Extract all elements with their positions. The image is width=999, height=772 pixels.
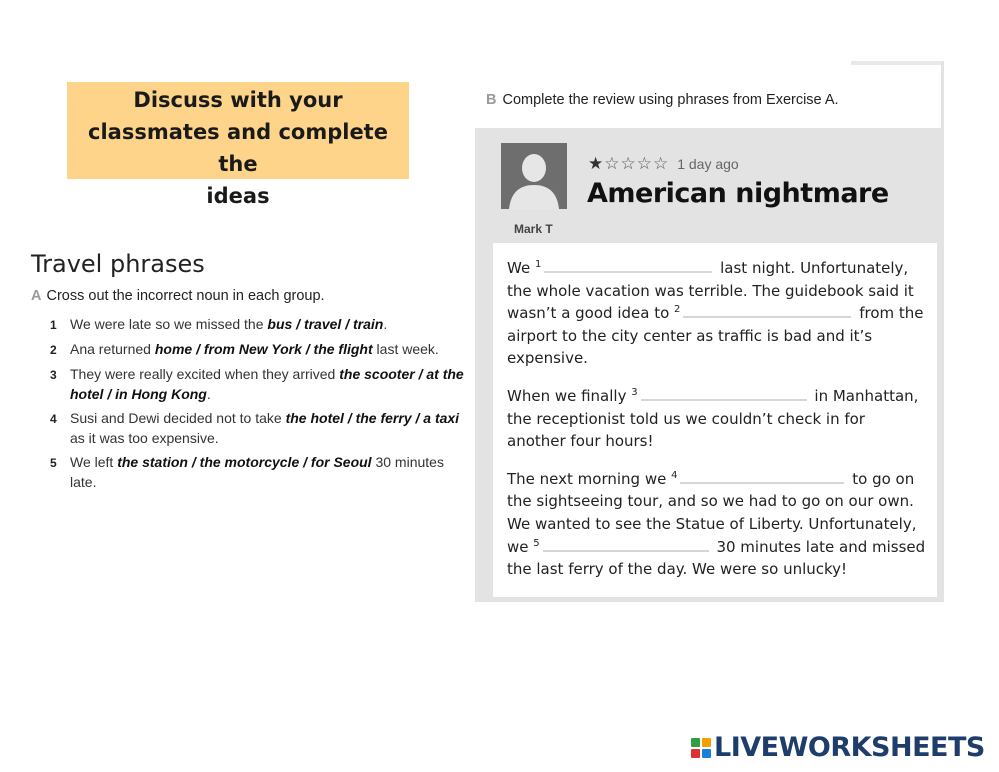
item-options[interactable]: the hotel / the ferry / a taxi <box>285 410 460 426</box>
answer-blank-3[interactable] <box>641 389 807 401</box>
item-options[interactable]: the scooter / at the hotel / in Hong Kong <box>70 366 464 402</box>
banner-line-2: classmates and complete the <box>88 120 388 176</box>
travel-phrases-heading: Travel phrases <box>31 250 205 278</box>
item-number: 4 <box>50 412 57 426</box>
review-author: Mark T <box>514 222 553 236</box>
item-number: 2 <box>50 343 57 357</box>
user-silhouette-icon <box>501 143 567 209</box>
item-options[interactable]: home / from New York / the flight <box>154 341 373 357</box>
list-item: 3 They were really excited when they arrived the scooter / at the hotel / in Hong Kong. <box>50 366 464 402</box>
exercise-b-instruction-text: Complete the review using phrases from Exercise A. <box>502 92 839 108</box>
exercise-a-instruction <box>31 288 325 304</box>
exercise-a-list <box>50 314 470 496</box>
review-title: American nightmare <box>587 178 889 209</box>
review-rating <box>588 154 739 174</box>
item-options[interactable]: the station / the motorcycle / for Seoul <box>117 454 372 470</box>
avatar <box>501 143 567 209</box>
decorative-line <box>941 61 944 131</box>
exercise-a-instruction-text: Cross out the incorrect noun in each group. <box>46 288 325 304</box>
review-body <box>493 243 937 597</box>
review-paragraph-3: The next morning we $^4$ to go on the sightseeing tour, and so we had to go on our own. We wanted to see the Statue of Liberty. Unfortunately, we $^5$ 30 minutes late and missed the last ferry of the day. We were so unlucky! <box>507 469 926 579</box>
list-item: 1 We were late so we missed the bus / travel / train. <box>50 314 470 335</box>
list-item: 2 Ana returned home / from New York / the flight last week. <box>50 339 470 360</box>
item-number: 5 <box>50 456 57 470</box>
decorative-line <box>851 61 943 65</box>
logo-text: LIVEWORKSHEETS <box>714 732 985 763</box>
exercise-b-instruction <box>486 92 839 108</box>
star-rating-icon: ★☆☆☆☆ <box>588 154 670 173</box>
review-paragraph-1: We $^1$ last night. Unfortunately, the whole vacation was terrible. The guidebook said it wasn’t a good idea to $^2$ from the airport to the city center as traffic is bad and it’s expensive. <box>507 259 924 368</box>
item-options[interactable]: bus / travel / train <box>267 316 384 332</box>
banner-line-3: ideas <box>206 184 270 208</box>
list-item: 5 We left the station / the motorcycle / for Seoul 30 minutes late. <box>50 454 444 490</box>
discuss-banner <box>67 82 409 208</box>
logo-mark-icon <box>691 738 711 758</box>
answer-blank-1[interactable] <box>544 261 712 273</box>
item-number: 1 <box>50 318 57 332</box>
review-paragraph-2: When we finally $^3$ in Manhattan, the receptionist told us we couldn’t check in for another four hours! <box>507 386 919 451</box>
answer-blank-5[interactable] <box>543 540 709 552</box>
review-time: 1 day ago <box>677 156 739 172</box>
exercise-b-letter: B <box>486 92 497 108</box>
answer-blank-2[interactable] <box>683 306 851 318</box>
exercise-a-letter: A <box>31 288 42 304</box>
banner-line-1: Discuss with your <box>133 88 343 112</box>
item-number: 3 <box>50 368 57 382</box>
list-item: 4 Susi and Dewi decided not to take the hotel / the ferry / a taxi as it was too expensive. <box>50 410 460 446</box>
liveworksheets-logo[interactable] <box>691 732 985 763</box>
answer-blank-4[interactable] <box>680 472 844 484</box>
